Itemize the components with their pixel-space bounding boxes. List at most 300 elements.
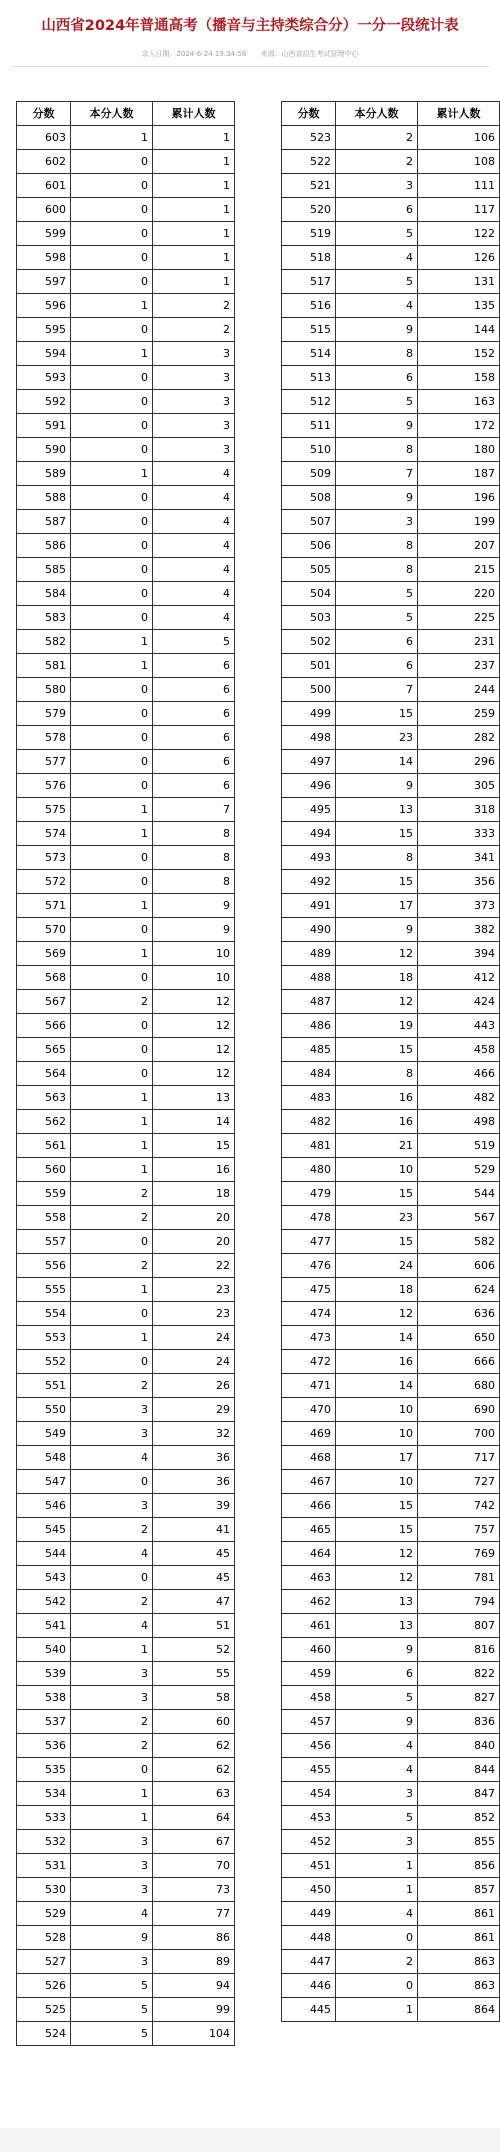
cell-cumulative: 39: [153, 1494, 235, 1518]
table-row: [282, 318, 500, 342]
cell-cumulative: 58: [153, 1686, 235, 1710]
cell-cumulative: 769: [418, 1542, 500, 1566]
cell-cumulative: 807: [418, 1614, 500, 1638]
cell-count: 5: [71, 2022, 153, 2046]
cell-cumulative: 67: [153, 1830, 235, 1854]
cell-count: 5: [336, 270, 418, 294]
cell-score: 564: [17, 1062, 71, 1086]
cell-score: 457: [282, 1710, 336, 1734]
cell-score: 584: [17, 582, 71, 606]
table-row: [282, 1206, 500, 1230]
cell-score: 525: [17, 1998, 71, 2022]
cell-score: 520: [282, 198, 336, 222]
cell-count: 3: [71, 1422, 153, 1446]
cell-score: 589: [17, 462, 71, 486]
cell-count: 3: [71, 1686, 153, 1710]
cell-score: 483: [282, 1086, 336, 1110]
table-row: [282, 990, 500, 1014]
cell-score: 487: [282, 990, 336, 1014]
cell-count: 3: [71, 1494, 153, 1518]
cell-cumulative: 237: [418, 654, 500, 678]
cell-count: 0: [71, 222, 153, 246]
cell-count: 3: [71, 1950, 153, 1974]
cell-score: 591: [17, 414, 71, 438]
table-row: [282, 1566, 500, 1590]
cell-cumulative: 89: [153, 1950, 235, 1974]
cell-count: 0: [71, 726, 153, 750]
cell-cumulative: 4: [153, 606, 235, 630]
table-row: [282, 174, 500, 198]
table-row: [17, 486, 235, 510]
cell-score: 469: [282, 1422, 336, 1446]
table-row: [17, 750, 235, 774]
table-row: [17, 1398, 235, 1422]
table-row: [282, 1950, 500, 1974]
cell-cumulative: 3: [153, 438, 235, 462]
cell-cumulative: 582: [418, 1230, 500, 1254]
cell-score: 501: [282, 654, 336, 678]
cell-cumulative: 259: [418, 702, 500, 726]
table-row: [17, 1662, 235, 1686]
cell-count: 0: [71, 174, 153, 198]
cell-cumulative: 199: [418, 510, 500, 534]
table-row: [282, 1974, 500, 1998]
cell-count: 10: [336, 1422, 418, 1446]
cell-cumulative: 10: [153, 942, 235, 966]
cell-score: 542: [17, 1590, 71, 1614]
table-header-row: [17, 102, 235, 126]
table-row: [282, 1590, 500, 1614]
cell-count: 4: [71, 1902, 153, 1926]
cell-score: 465: [282, 1518, 336, 1542]
cell-count: 0: [71, 1470, 153, 1494]
cell-count: 2: [71, 1710, 153, 1734]
cell-cumulative: 51: [153, 1614, 235, 1638]
table-row: [17, 774, 235, 798]
score-table-left: [16, 101, 235, 2046]
cell-count: 15: [336, 1230, 418, 1254]
cell-score: 492: [282, 870, 336, 894]
table-row: [282, 126, 500, 150]
table-row: [282, 342, 500, 366]
cell-score: 575: [17, 798, 71, 822]
article-meta: [0, 49, 500, 59]
table-row: [282, 1998, 500, 2022]
cell-count: 15: [336, 702, 418, 726]
cell-cumulative: 180: [418, 438, 500, 462]
cell-count: 1: [71, 1782, 153, 1806]
cell-score: 445: [282, 1998, 336, 2022]
cell-cumulative: 852: [418, 1806, 500, 1830]
cell-count: 4: [71, 1614, 153, 1638]
cell-cumulative: 624: [418, 1278, 500, 1302]
cell-count: 0: [71, 1038, 153, 1062]
cell-score: 599: [17, 222, 71, 246]
cell-count: 2: [71, 1734, 153, 1758]
cell-count: 12: [336, 1542, 418, 1566]
cell-count: 0: [71, 774, 153, 798]
table-row: [17, 294, 235, 318]
cell-score: 494: [282, 822, 336, 846]
table-row: [282, 222, 500, 246]
table-row: [17, 1542, 235, 1566]
table-row: [17, 462, 235, 486]
cell-count: 8: [336, 342, 418, 366]
cell-count: 15: [336, 822, 418, 846]
cell-cumulative: 64: [153, 1806, 235, 1830]
table-row: [17, 798, 235, 822]
cell-cumulative: 680: [418, 1374, 500, 1398]
cell-score: 558: [17, 1206, 71, 1230]
cell-cumulative: 24: [153, 1326, 235, 1350]
table-row: [17, 1470, 235, 1494]
cell-count: 0: [71, 1062, 153, 1086]
cell-score: 602: [17, 150, 71, 174]
cell-score: 471: [282, 1374, 336, 1398]
cell-score: 601: [17, 174, 71, 198]
table-row: [17, 390, 235, 414]
cell-cumulative: 717: [418, 1446, 500, 1470]
cell-score: 456: [282, 1734, 336, 1758]
table-row: [17, 534, 235, 558]
cell-score: 549: [17, 1422, 71, 1446]
cell-cumulative: 12: [153, 1062, 235, 1086]
cell-count: 0: [71, 702, 153, 726]
header-count: 本分人数: [71, 102, 153, 126]
table-row: [17, 1782, 235, 1806]
cell-score: 490: [282, 918, 336, 942]
cell-cumulative: 111: [418, 174, 500, 198]
cell-score: 559: [17, 1182, 71, 1206]
cell-score: 481: [282, 1134, 336, 1158]
cell-count: 0: [71, 534, 153, 558]
table-row: [282, 798, 500, 822]
cell-score: 539: [17, 1662, 71, 1686]
cell-cumulative: 356: [418, 870, 500, 894]
cell-score: 516: [282, 294, 336, 318]
table-row: [282, 1614, 500, 1638]
cell-cumulative: 9: [153, 894, 235, 918]
cell-cumulative: 6: [153, 726, 235, 750]
cell-cumulative: 3: [153, 342, 235, 366]
cell-score: 596: [17, 294, 71, 318]
table-row: [282, 294, 500, 318]
cell-cumulative: 282: [418, 726, 500, 750]
table-row: [282, 534, 500, 558]
cell-count: 4: [336, 1758, 418, 1782]
cell-count: 2: [71, 1590, 153, 1614]
cell-count: 4: [336, 1902, 418, 1926]
table-row: [282, 1470, 500, 1494]
cell-count: 12: [336, 1302, 418, 1326]
table-row: [282, 1062, 500, 1086]
cell-score: 522: [282, 150, 336, 174]
cell-score: 478: [282, 1206, 336, 1230]
cell-count: 1: [71, 942, 153, 966]
cell-count: 0: [71, 486, 153, 510]
cell-count: 10: [336, 1398, 418, 1422]
table-row: [17, 726, 235, 750]
table-row: [282, 1398, 500, 1422]
cell-count: 3: [336, 510, 418, 534]
table-row: [282, 1926, 500, 1950]
table-row: [282, 1446, 500, 1470]
cell-cumulative: 47: [153, 1590, 235, 1614]
table-header-row: [282, 102, 500, 126]
cell-cumulative: 158: [418, 366, 500, 390]
cell-count: 3: [71, 1854, 153, 1878]
cell-count: 23: [336, 726, 418, 750]
cell-cumulative: 864: [418, 1998, 500, 2022]
cell-count: 2: [71, 1206, 153, 1230]
cell-count: 10: [336, 1470, 418, 1494]
cell-count: 1: [71, 822, 153, 846]
table-row: [17, 1518, 235, 1542]
table-row: [17, 1830, 235, 1854]
cell-score: 585: [17, 558, 71, 582]
cell-score: 547: [17, 1470, 71, 1494]
cell-count: 0: [71, 270, 153, 294]
table-row: [17, 942, 235, 966]
cell-score: 603: [17, 126, 71, 150]
table-row: [282, 1014, 500, 1038]
cell-score: 518: [282, 246, 336, 270]
cell-score: 595: [17, 318, 71, 342]
cell-score: 579: [17, 702, 71, 726]
cell-score: 562: [17, 1110, 71, 1134]
cell-score: 511: [282, 414, 336, 438]
cell-score: 568: [17, 966, 71, 990]
cell-count: 21: [336, 1134, 418, 1158]
cell-cumulative: 23: [153, 1302, 235, 1326]
table-row: [17, 1974, 235, 1998]
cell-cumulative: 519: [418, 1134, 500, 1158]
table-row: [17, 1710, 235, 1734]
table-row: [282, 1230, 500, 1254]
cell-count: 5: [336, 1806, 418, 1830]
cell-score: 545: [17, 1518, 71, 1542]
table-row: [17, 606, 235, 630]
cell-count: 8: [336, 1062, 418, 1086]
cell-cumulative: 14: [153, 1110, 235, 1134]
cell-count: 1: [71, 1086, 153, 1110]
cell-cumulative: 3: [153, 414, 235, 438]
cell-cumulative: 847: [418, 1782, 500, 1806]
table-row: [17, 1278, 235, 1302]
table-row: [282, 1350, 500, 1374]
table-row: [17, 1806, 235, 1830]
cell-count: 3: [336, 174, 418, 198]
header-score: 分数: [282, 102, 336, 126]
cell-score: 526: [17, 1974, 71, 1998]
table-row: [282, 1374, 500, 1398]
table-row: [17, 1326, 235, 1350]
header-score: 分数: [17, 102, 71, 126]
publish-date: 录入日期：2024-6-24 19:34:58: [141, 50, 247, 58]
table-row: [17, 582, 235, 606]
cell-score: 515: [282, 318, 336, 342]
cell-score: 485: [282, 1038, 336, 1062]
cell-count: 12: [336, 942, 418, 966]
cell-score: 538: [17, 1686, 71, 1710]
cell-score: 454: [282, 1782, 336, 1806]
cell-cumulative: 1: [153, 246, 235, 270]
cell-cumulative: 1: [153, 198, 235, 222]
cell-count: 17: [336, 894, 418, 918]
cell-count: 12: [336, 990, 418, 1014]
cell-cumulative: 6: [153, 750, 235, 774]
cell-score: 509: [282, 462, 336, 486]
cell-cumulative: 23: [153, 1278, 235, 1302]
table-row: [17, 1590, 235, 1614]
cell-score: 560: [17, 1158, 71, 1182]
table-row: [282, 1038, 500, 1062]
cell-score: 593: [17, 366, 71, 390]
cell-score: 458: [282, 1686, 336, 1710]
cell-score: 474: [282, 1302, 336, 1326]
cell-score: 533: [17, 1806, 71, 1830]
cell-score: 561: [17, 1134, 71, 1158]
cell-score: 468: [282, 1446, 336, 1470]
cell-count: 6: [336, 630, 418, 654]
table-row: [282, 726, 500, 750]
cell-score: 477: [282, 1230, 336, 1254]
cell-score: 574: [17, 822, 71, 846]
cell-cumulative: 144: [418, 318, 500, 342]
cell-count: 0: [71, 366, 153, 390]
cell-cumulative: 466: [418, 1062, 500, 1086]
cell-count: 0: [71, 1758, 153, 1782]
cell-score: 467: [282, 1470, 336, 1494]
cell-score: 521: [282, 174, 336, 198]
cell-score: 497: [282, 750, 336, 774]
cell-score: 519: [282, 222, 336, 246]
cell-count: 2: [71, 1254, 153, 1278]
cell-score: 528: [17, 1926, 71, 1950]
cell-cumulative: 394: [418, 942, 500, 966]
table-row: [282, 1686, 500, 1710]
table-row: [282, 942, 500, 966]
table-row: [17, 1086, 235, 1110]
table-row: [17, 822, 235, 846]
cell-cumulative: 207: [418, 534, 500, 558]
cell-count: 1: [336, 1998, 418, 2022]
cell-count: 1: [71, 1278, 153, 1302]
cell-cumulative: 382: [418, 918, 500, 942]
cell-score: 563: [17, 1086, 71, 1110]
cell-count: 13: [336, 798, 418, 822]
table-row: [282, 1254, 500, 1278]
cell-score: 499: [282, 702, 336, 726]
cell-cumulative: 135: [418, 294, 500, 318]
table-row: [17, 1566, 235, 1590]
cell-score: 482: [282, 1110, 336, 1134]
cell-score: 581: [17, 654, 71, 678]
table-row: [282, 870, 500, 894]
cell-count: 15: [336, 1494, 418, 1518]
table-row: [282, 486, 500, 510]
table-row: [282, 1494, 500, 1518]
table-row: [17, 558, 235, 582]
cell-cumulative: 55: [153, 1662, 235, 1686]
cell-count: 5: [336, 390, 418, 414]
cell-count: 13: [336, 1614, 418, 1638]
cell-count: 5: [336, 606, 418, 630]
cell-count: 18: [336, 1278, 418, 1302]
cell-score: 480: [282, 1158, 336, 1182]
cell-count: 1: [71, 294, 153, 318]
cell-cumulative: 794: [418, 1590, 500, 1614]
cell-cumulative: 8: [153, 846, 235, 870]
table-row: [17, 990, 235, 1014]
table-row: [17, 366, 235, 390]
cell-score: 475: [282, 1278, 336, 1302]
cell-cumulative: 4: [153, 510, 235, 534]
cell-score: 586: [17, 534, 71, 558]
cell-cumulative: 6: [153, 774, 235, 798]
cell-cumulative: 60: [153, 1710, 235, 1734]
cell-count: 14: [336, 1326, 418, 1350]
table-row: [17, 702, 235, 726]
table-row: [17, 966, 235, 990]
table-row: [17, 510, 235, 534]
table-row: [17, 1038, 235, 1062]
cell-cumulative: 690: [418, 1398, 500, 1422]
cell-score: 453: [282, 1806, 336, 1830]
cell-cumulative: 816: [418, 1638, 500, 1662]
cell-count: 1: [71, 342, 153, 366]
table-row: [17, 1206, 235, 1230]
cell-cumulative: 4: [153, 462, 235, 486]
cell-score: 479: [282, 1182, 336, 1206]
cell-count: 6: [336, 1662, 418, 1686]
cell-count: 0: [71, 846, 153, 870]
cell-cumulative: 7: [153, 798, 235, 822]
cell-score: 512: [282, 390, 336, 414]
table-row: [282, 774, 500, 798]
cell-cumulative: 36: [153, 1446, 235, 1470]
table-row: [282, 1302, 500, 1326]
cell-score: 571: [17, 894, 71, 918]
cell-cumulative: 836: [418, 1710, 500, 1734]
cell-score: 524: [17, 2022, 71, 2046]
score-table-right: [281, 101, 500, 2022]
cell-count: 1: [71, 462, 153, 486]
cell-cumulative: 840: [418, 1734, 500, 1758]
table-row: [17, 438, 235, 462]
cell-score: 502: [282, 630, 336, 654]
cell-score: 580: [17, 678, 71, 702]
cell-count: 0: [71, 318, 153, 342]
cell-cumulative: 10: [153, 966, 235, 990]
table-row: [17, 1878, 235, 1902]
table-row: [17, 654, 235, 678]
cell-cumulative: 412: [418, 966, 500, 990]
cell-cumulative: 26: [153, 1374, 235, 1398]
table-row: [17, 1254, 235, 1278]
table-row: [17, 126, 235, 150]
cell-score: 506: [282, 534, 336, 558]
table-row: [282, 1734, 500, 1758]
cell-count: 0: [71, 750, 153, 774]
table-row: [17, 1926, 235, 1950]
cell-cumulative: 424: [418, 990, 500, 1014]
cell-cumulative: 844: [418, 1758, 500, 1782]
cell-score: 540: [17, 1638, 71, 1662]
table-row: [282, 1422, 500, 1446]
cell-score: 514: [282, 342, 336, 366]
cell-cumulative: 52: [153, 1638, 235, 1662]
